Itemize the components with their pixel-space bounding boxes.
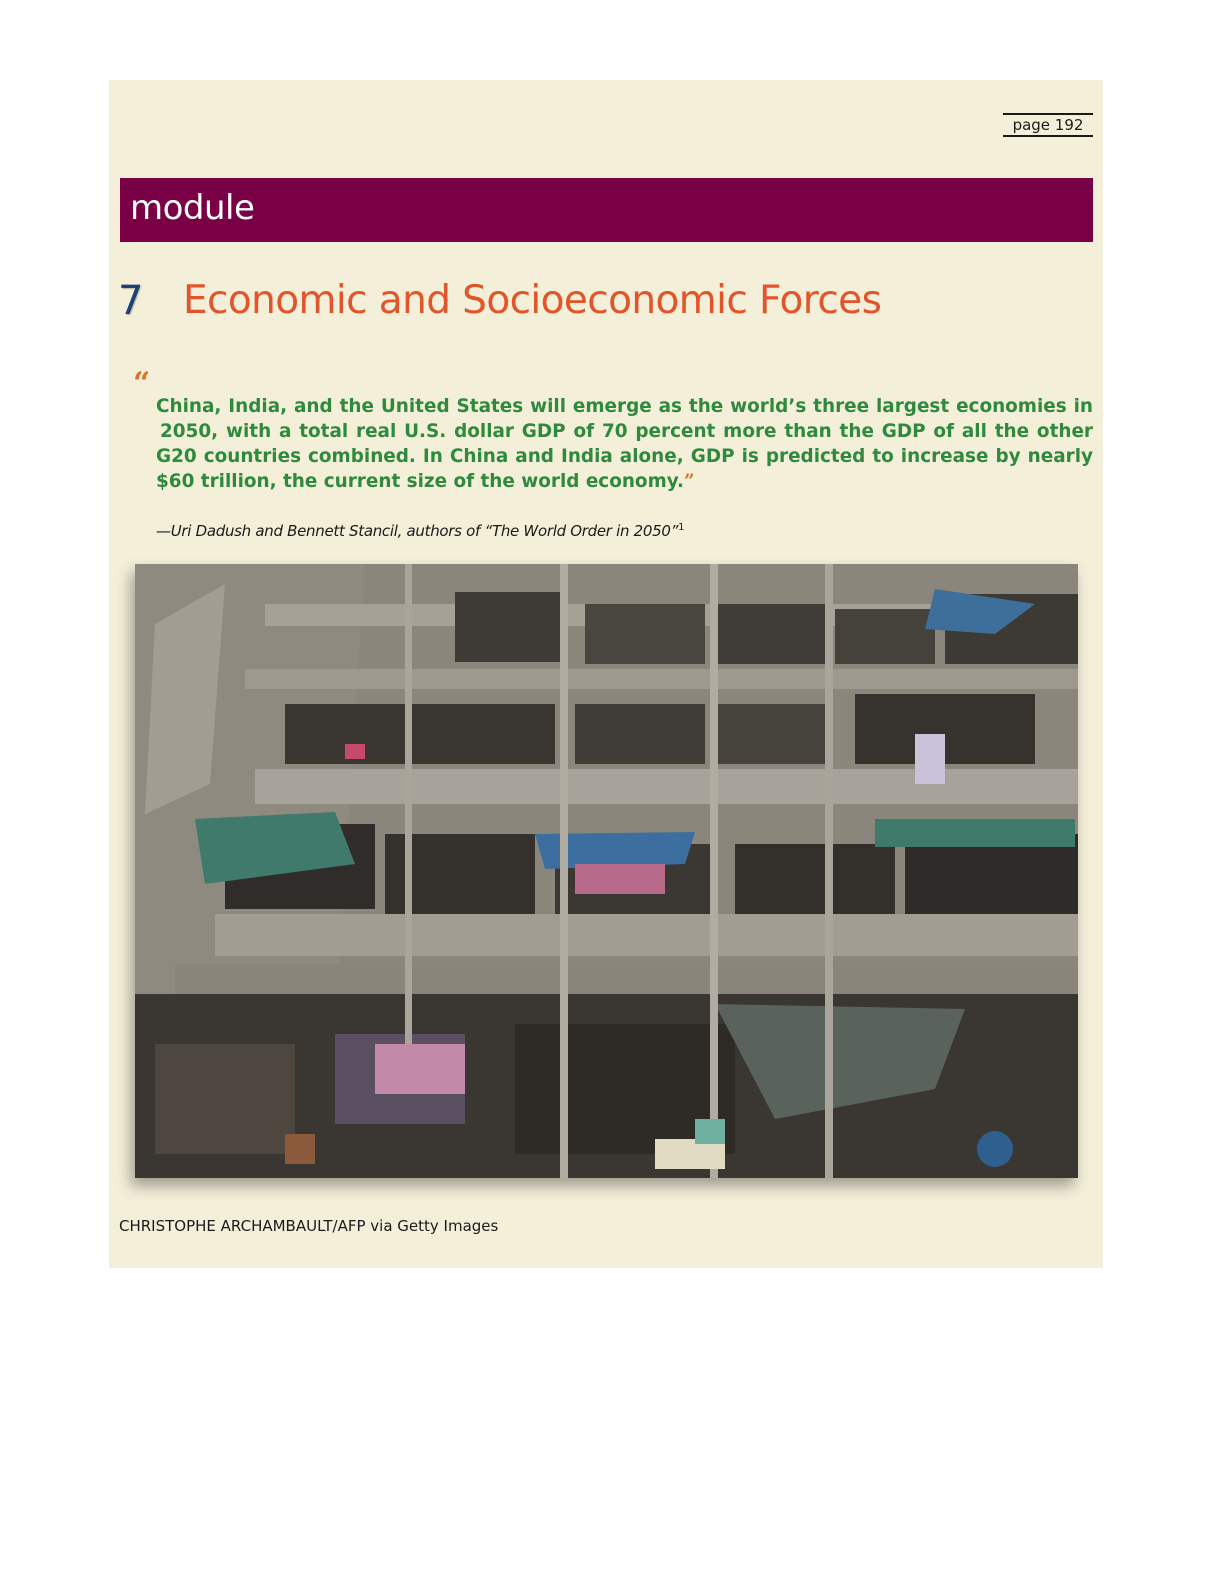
open-quote-mark: “ bbox=[133, 366, 151, 401]
module-banner bbox=[120, 178, 1093, 242]
building-photo bbox=[135, 564, 1078, 1178]
chapter-title: Economic and Socioeconomic Forces bbox=[183, 278, 882, 323]
chapter-number: 7 bbox=[118, 278, 144, 324]
quote-attribution bbox=[156, 522, 684, 540]
footnote-marker: 1 bbox=[678, 522, 685, 533]
epigraph-quote bbox=[156, 394, 1093, 494]
page-number: page 192 bbox=[1003, 113, 1093, 137]
quote-first-line: China, India, and the United States will emerge as the world’s three largest economies in bbox=[156, 396, 1093, 417]
close-quote-mark: ” bbox=[684, 471, 695, 492]
module-label: module bbox=[130, 188, 255, 228]
quote-body: 2050, with a total real U.S. dollar GDP of 70 percent more than the GDP of all the other G20 countries combined. In China and India alone, GDP is predicted to increase by nearly $60 trillion, the current size of the world economy. bbox=[156, 421, 1093, 492]
photo-credit: CHRISTOPHE ARCHAMBAULT/AFP via Getty Images bbox=[119, 1217, 499, 1235]
attribution-text: —Uri Dadush and Bennett Stancil, authors of “The World Order in 2050” bbox=[156, 522, 679, 540]
